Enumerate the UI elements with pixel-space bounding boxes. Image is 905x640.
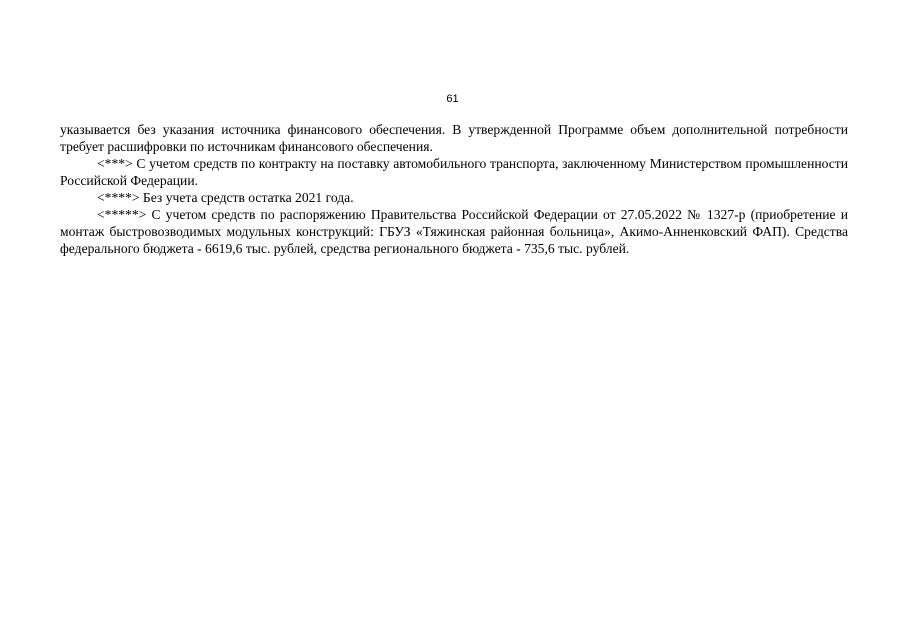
- paragraph-continuation: указывается без указания источника финансового обеспечения. В утвержденной Программе объем дополнительной потребности требует расшифровки по источникам финансового обеспечения.: [60, 122, 848, 154]
- footnotes-text-block: [60, 121, 848, 257]
- page-number: 61: [446, 93, 459, 105]
- footnote-five-stars: <*****> С учетом средств по распоряжению Правительства Российской Федерации от 27.05.2022 № 1327-р (приобретение и монтаж быстровозводимых модульных конструкций: ГБУЗ «Тяжинская районная больница», Акимо-Анненковский ФАП). Средства федерального бюджета - 6619,6 тыс. рублей, средства регионального бюджета - 735,6 тыс. рублей.: [60, 207, 848, 256]
- footnote-four-stars: <****> Без учета средств остатка 2021 года.: [97, 190, 354, 205]
- footnote-three-stars: <***> С учетом средств по контракту на поставку автомобильного транспорта, заключенному Министерством промышленности Российской Федерации.: [60, 156, 848, 188]
